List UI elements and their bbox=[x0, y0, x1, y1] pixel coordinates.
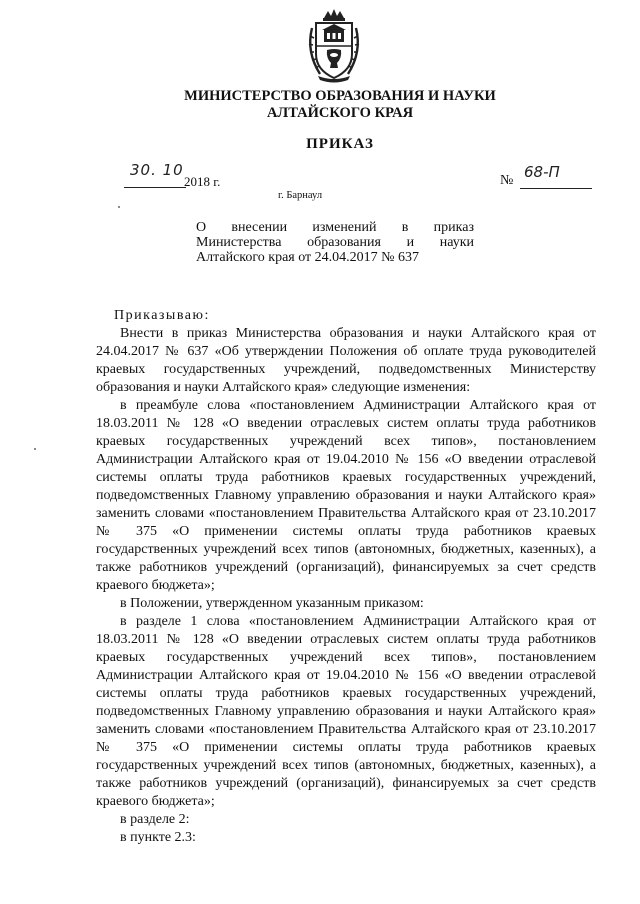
order-subject: О внесении изменений в приказ Министерства образования и науки Алтайского края от 24.04.2017 № 637 bbox=[196, 220, 474, 265]
order-number-label: № bbox=[500, 173, 514, 188]
city: г. Барнаул bbox=[278, 190, 323, 201]
body-paragraph: Внести в приказ Министерства образования и науки Алтайского края от 24.04.2017 № 637 «Об утверждении Положения об оплате труда руководителей краевых государственных учреждений, подведомственных Министерству образования и науки Алтайского края» следующие изменения: bbox=[96, 326, 596, 395]
coat-of-arms-icon bbox=[304, 8, 364, 84]
body-paragraph: в разделе 1 слова «постановлением Администрации Алтайского края от 18.03.2011 № 128 «О введении отраслевых систем оплаты труда работников краевых государственных учреждений всех типов», постановлением Администрации Алтайского края от 19.04.2010 № 156 «О введении отраслевой системы оплаты труда работников краевых государственных учреждений, подведомственных Главному управлению образования и науки Алтайского края» заменить словами «постановлением Правительства Алтайского края от 23.10.2017 № 375 «О применении системы оплаты труда работников краевых государственных учреждений всех типов (автономных, бюджетных, казенных), а также работников учреждений (организаций), финансируемых за счет средств краевого бюджета»; bbox=[96, 614, 596, 809]
ministry-name-line2: АЛТАЙСКОГО КРАЯ bbox=[266, 105, 414, 121]
body-paragraph: в пункте 2.3: bbox=[120, 830, 196, 845]
body-paragraph: в Положении, утвержденном указанным приказом: bbox=[120, 596, 424, 611]
document-type: ПРИКАЗ bbox=[306, 136, 374, 152]
ministry-name-line1: МИНИСТЕРСТВО ОБРАЗОВАНИЯ И НАУКИ bbox=[184, 88, 496, 104]
body-paragraph: в преамбуле слова «постановлением Администрации Алтайского края от 18.03.2011 № 128 «О введении отраслевых систем оплаты труда работников краевых государственных учреждений всех типов», постановлением Администрации Алтайского края от 19.04.2010 № 156 «О введении отраслевой системы оплаты труда работников краевых государственных учреждений, подведомственных Главному управлению образования и науки Алтайского края» заменить словами «постановлением Правительства Алтайского края от 23.10.2017 № 375 «О применении системы оплаты труда работников краевых государственных учреждений всех типов (автономных, бюджетных, казенных), а также работников учреждений (организаций), финансируемых за счет средств краевого бюджета»; bbox=[96, 398, 596, 593]
handwritten-date: 30. 10 bbox=[130, 161, 184, 179]
body-paragraph: в разделе 2: bbox=[120, 812, 190, 827]
scan-speck bbox=[118, 206, 120, 208]
date-underline bbox=[124, 187, 186, 188]
number-underline bbox=[520, 188, 592, 189]
scan-speck bbox=[34, 448, 36, 450]
order-directive: Приказываю: bbox=[114, 308, 210, 323]
handwritten-order-number: 68-П bbox=[524, 163, 560, 181]
date-year: 2018 г. bbox=[184, 174, 221, 189]
order-body bbox=[96, 307, 596, 847]
ministry-name bbox=[120, 88, 560, 122]
